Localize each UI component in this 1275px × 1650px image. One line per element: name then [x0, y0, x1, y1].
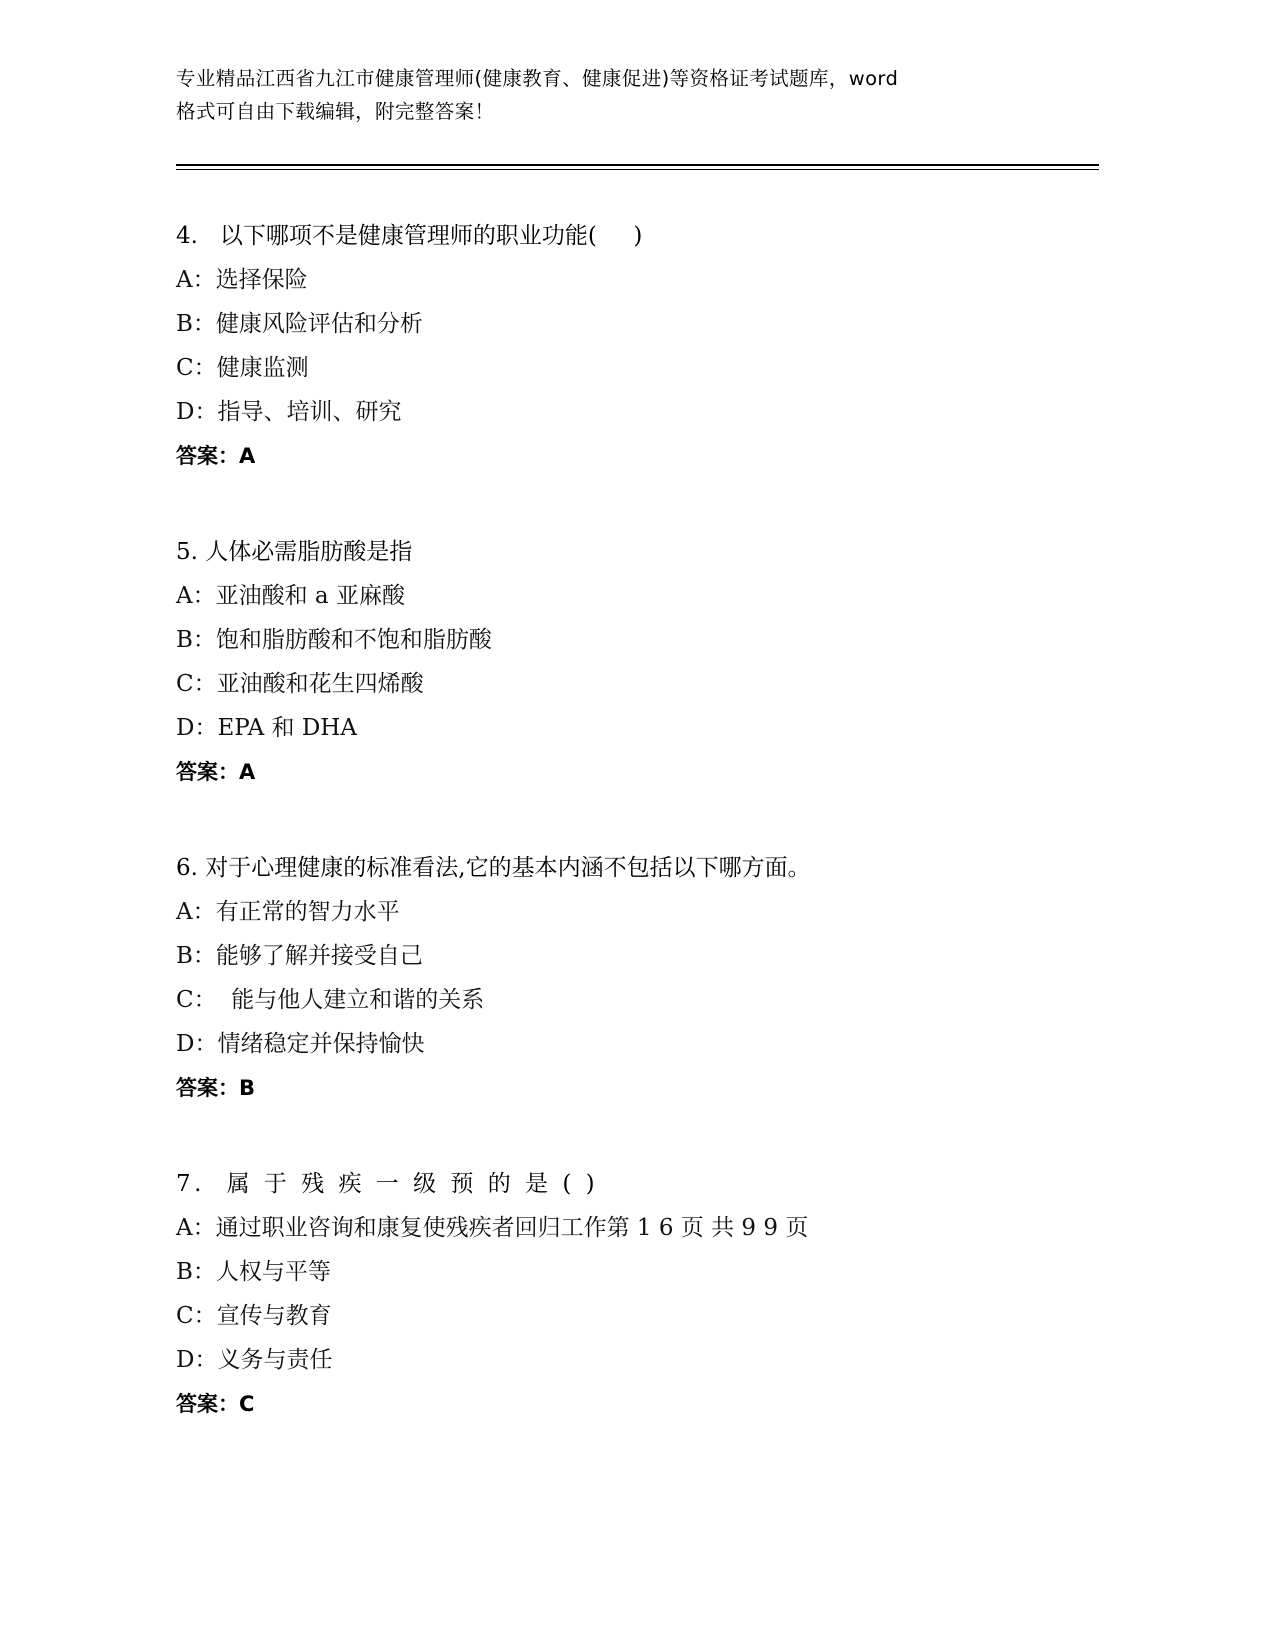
question-option: A：有正常的智力水平	[176, 899, 400, 925]
question-option: A：通过职业咨询和康复使残疾者回归工作第 1 6 页 共 9 9 页	[176, 1215, 809, 1241]
header-divider	[176, 164, 1099, 170]
question-option: B：健康风险评估和分析	[176, 311, 423, 337]
question-option: C： 能与他人建立和谐的关系	[176, 987, 485, 1013]
question-option: A：选择保险	[176, 267, 308, 293]
page-header	[176, 0, 1099, 128]
question-answer: 答案：A	[176, 760, 256, 784]
question-option: D：情绪稳定并保持愉快	[176, 1031, 425, 1057]
question-option: A：亚油酸和 a 亚麻酸	[176, 583, 405, 609]
question-item	[176, 214, 1099, 478]
divider-rule-bottom	[176, 169, 1099, 170]
question-option: C：宣传与教育	[176, 1303, 332, 1329]
question-option: D：EPA 和 DHA	[176, 715, 357, 741]
divider-rule-top	[176, 164, 1099, 166]
question-option: B：能够了解并接受自己	[176, 943, 423, 969]
question-list	[176, 214, 1099, 1426]
question-option: C：健康监测	[176, 355, 309, 381]
question-item	[176, 846, 1099, 1110]
header-line-2: 格式可自由下载编辑，附完整答案！	[176, 100, 495, 123]
header-line-1: 专业精品江西省九江市健康管理师(健康教育、健康促进)等资格证考试题库，word	[176, 67, 899, 90]
question-stem: 5. 人体必需脂肪酸是指	[176, 539, 413, 565]
question-option: C：亚油酸和花生四烯酸	[176, 671, 424, 697]
question-answer: 答案：B	[176, 1076, 256, 1100]
question-stem: 7. 属 于 残 疾 一 级 预 的 是 ( )	[176, 1171, 599, 1197]
question-answer: 答案：C	[176, 1392, 255, 1416]
question-option: B：饱和脂肪酸和不饱和脂肪酸	[176, 627, 492, 653]
question-option: D：指导、培训、研究	[176, 399, 402, 425]
question-stem: 6. 对于心理健康的标准看法,它的基本内涵不包括以下哪方面。	[176, 855, 811, 881]
question-stem: 4. 以下哪项不是健康管理师的职业功能( )	[176, 223, 643, 249]
question-option: B：人权与平等	[176, 1259, 331, 1285]
question-item	[176, 530, 1099, 794]
question-answer: 答案：A	[176, 444, 256, 468]
question-item	[176, 1162, 1099, 1426]
question-option: D：义务与责任	[176, 1347, 333, 1373]
